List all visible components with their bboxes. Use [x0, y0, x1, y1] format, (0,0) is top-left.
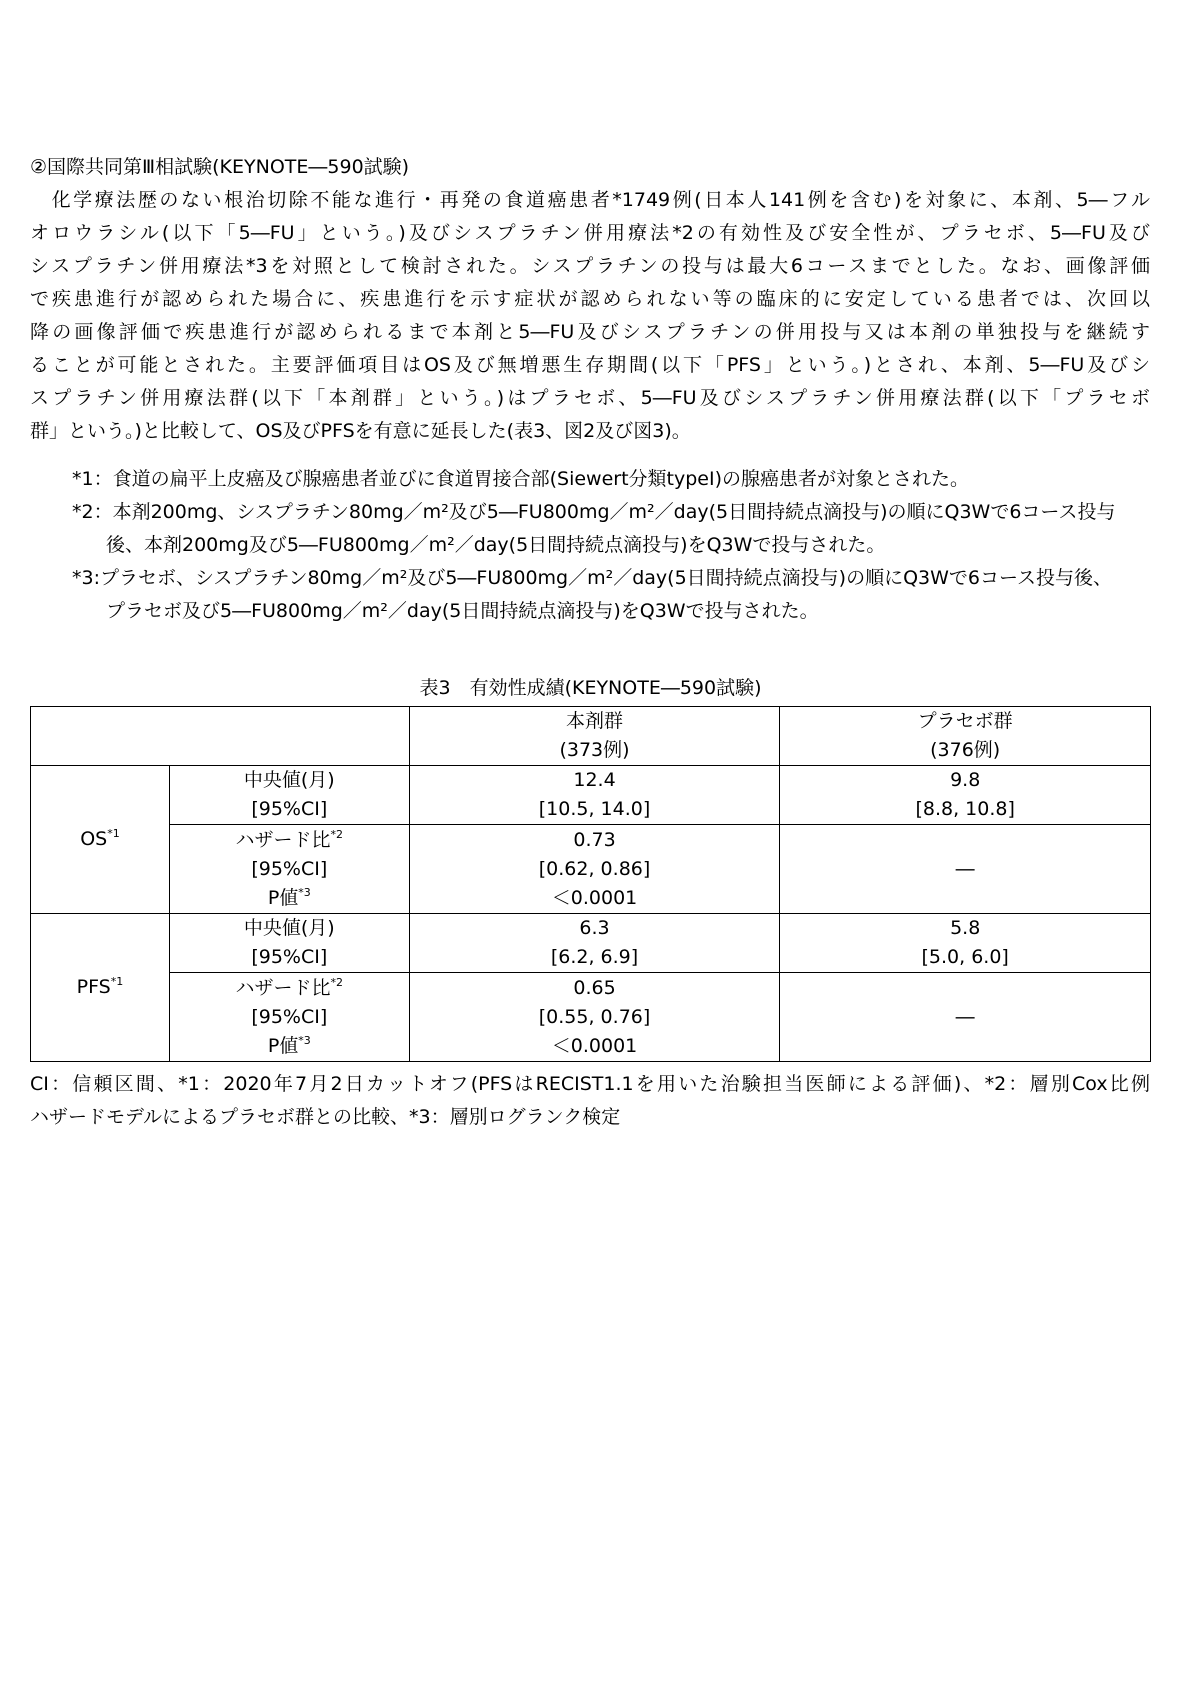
cell: ― — [780, 973, 1151, 1062]
row-label — [169, 973, 409, 1062]
label: 中央値(月) — [243, 769, 335, 791]
sup: *3 — [298, 885, 311, 899]
row-group-label — [31, 914, 170, 1062]
table-row — [31, 973, 1151, 1062]
paragraph-line: ることが可能とされた。主要評価項目はOS及び無増悪生存期間(以下「PFS」という。)とされ、本剤、5―FU及びシ — [30, 354, 1150, 376]
cell — [409, 914, 780, 973]
table-note: ハザードモデルによるプラセボ群との比較、*3：層別ログランク検定 — [30, 1106, 621, 1128]
header-cell — [780, 707, 1151, 766]
value: [6.2, 6.9] — [550, 946, 639, 968]
value: [0.62, 0.86] — [538, 857, 651, 880]
table-row — [31, 825, 1151, 914]
cell — [780, 914, 1151, 973]
footnote: *1：食道の扁平上皮癌及び腺癌患者並びに食道胃接合部(Siewert分類typeⅠ)の腺癌患者が対象とされた。 — [72, 468, 969, 490]
cell — [409, 825, 780, 914]
paragraph-line: で疾患進行が認められた場合に、疾患進行を示す症状が認められない等の臨床的に安定している患者では、次回以 — [30, 288, 1150, 310]
value: 0.65 — [573, 976, 616, 999]
table-note: CI：信頼区間、*1：2020年7月2日カットオフ(PFSはRECIST1.1を用いた治験担当医師による評価)、*2：層別Cox比例 — [30, 1073, 1150, 1095]
footnote: プラセボ及び5―FU800mg／m²／day(5日間持続点滴投与)をQ3Wで投与された。 — [106, 600, 819, 622]
efficacy-table — [30, 706, 1151, 1062]
value: [8.8, 10.8] — [915, 798, 1015, 820]
col-n: (376例) — [930, 739, 1001, 761]
sup: *1 — [107, 827, 120, 840]
col-n: (373例) — [559, 739, 630, 761]
section-heading: ②国際共同第Ⅲ相試験(KEYNOTE―590試験) — [30, 156, 410, 178]
cell — [780, 766, 1151, 825]
value: 5.8 — [950, 917, 981, 939]
footnote: *2：本剤200mg、シスプラチン80mg／m²及び5―FU800mg／m²／day(5日間持続点滴投与)の順にQ3Wで6コース投与 — [72, 501, 1116, 523]
cell — [409, 766, 780, 825]
row-label — [169, 914, 409, 973]
label: ハザード比 — [235, 976, 331, 999]
label: ハザード比 — [235, 828, 331, 851]
label: 中央値(月) — [243, 917, 335, 939]
col-name: プラセボ群 — [917, 710, 1013, 732]
sup: *3 — [298, 1033, 311, 1047]
table-caption: 表3 有効性成績(KEYNOTE―590試験) — [419, 677, 762, 699]
os-label: OS — [80, 828, 108, 850]
paragraph-line: 化学療法歴のない根治切除不能な進行・再発の食道癌患者*1749例(日本人141例を含む)を対象に、本剤、5―フル — [30, 189, 1150, 211]
header-cell — [409, 707, 780, 766]
value: 12.4 — [573, 769, 616, 791]
value: ＜0.0001 — [551, 886, 638, 909]
paragraph-line: 降の画像評価で疾患進行が認められるまで本剤と5―FU及びシスプラチンの併用投与又は本剤の単独投与を継続す — [30, 321, 1150, 343]
value: 0.73 — [573, 828, 616, 851]
value: 6.3 — [579, 917, 610, 939]
paragraph-line: オロウラシル(以下「5―FU」という。)及びシスプラチン併用療法*2の有効性及び安全性が、プラセボ、5―FU及び — [30, 222, 1150, 244]
label: [95%CI] — [251, 798, 328, 820]
value: ＜0.0001 — [551, 1034, 638, 1057]
sup: *2 — [330, 975, 344, 989]
paragraph-line: 群」という。)と比較して、OS及びPFSを有意に延長した(表3、図2及び図3)。 — [30, 420, 691, 442]
label: [95%CI] — [251, 946, 328, 968]
value: [10.5, 14.0] — [538, 798, 651, 820]
row-group-label — [31, 766, 170, 914]
row-label — [169, 825, 409, 914]
cell — [409, 973, 780, 1062]
label: [95%CI] — [251, 857, 328, 880]
paragraph-line: スプラチン併用療法群(以下「本剤群」という。)はプラセボ、5―FU及びシスプラチン併用療法群(以下「プラセボ — [30, 387, 1150, 409]
table-row — [31, 766, 1151, 825]
value: 9.8 — [950, 769, 981, 791]
sup: *2 — [330, 827, 344, 841]
cell: ― — [780, 825, 1151, 914]
value: [5.0, 6.0] — [921, 946, 1009, 968]
label: [95%CI] — [251, 1005, 328, 1028]
label: P値 — [267, 886, 299, 909]
label: P値 — [267, 1034, 299, 1057]
paragraph-line: シスプラチン併用療法*3を対照として検討された。シスプラチンの投与は最大6コースまでとした。なお、画像評価 — [30, 255, 1150, 277]
sup: *1 — [110, 975, 124, 988]
footnote: *3:プラセボ、シスプラチン80mg／m²及び5―FU800mg／m²／day(5日間持続点滴投与)の順にQ3Wで6コース投与後、 — [72, 567, 1113, 589]
pfs-label: PFS — [76, 976, 111, 998]
footnote: 後、本剤200mg及び5―FU800mg／m²／day(5日間持続点滴投与)をQ3Wで投与された。 — [106, 534, 886, 556]
value: [0.55, 0.76] — [538, 1005, 651, 1028]
col-name: 本剤群 — [566, 710, 624, 732]
table-row — [31, 914, 1151, 973]
table-header-row — [31, 707, 1151, 766]
row-label — [169, 766, 409, 825]
empty-header-cell — [31, 707, 410, 766]
